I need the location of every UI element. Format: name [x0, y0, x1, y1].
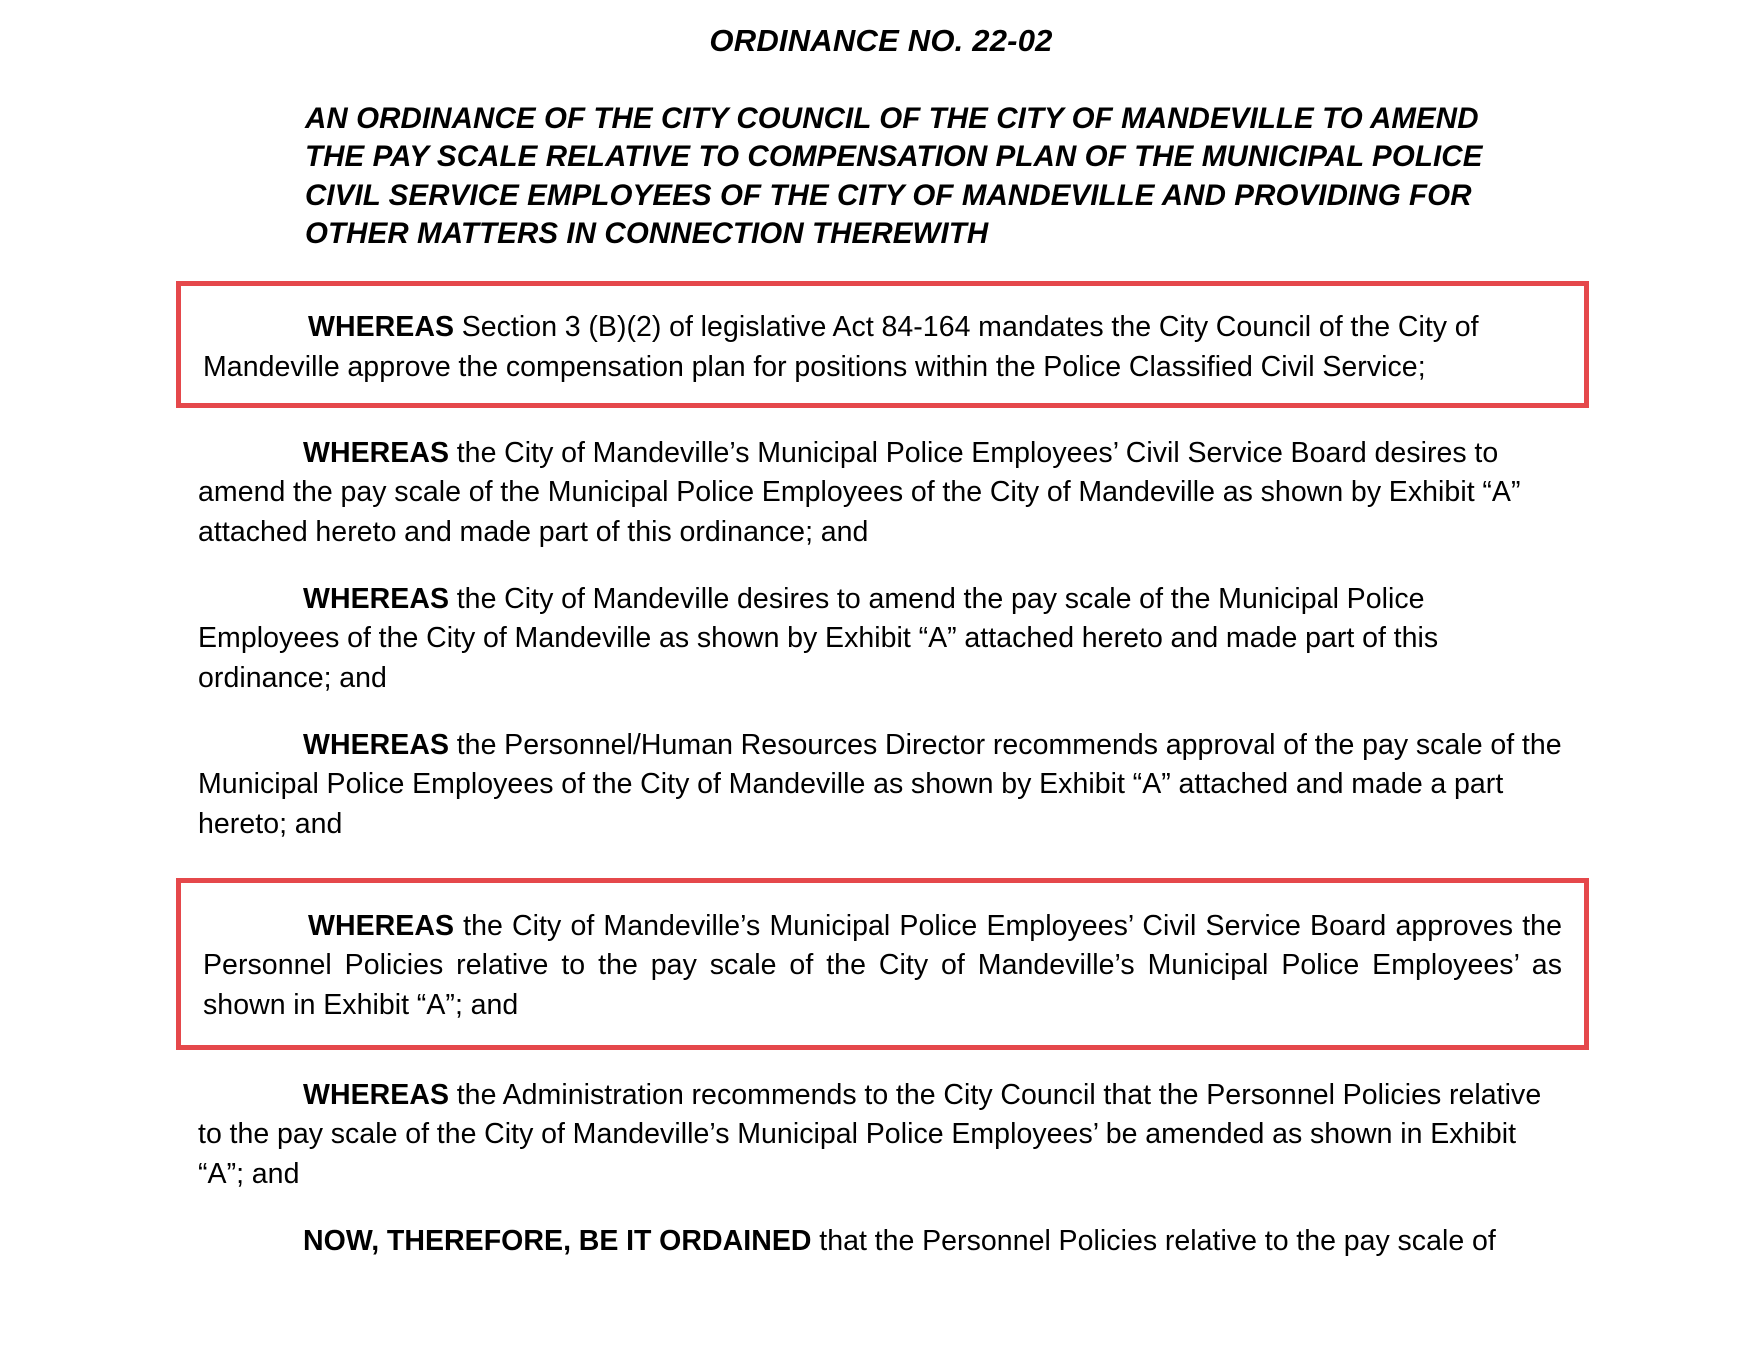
title-line-3: CIVIL SERVICE EMPLOYEES OF THE CITY OF MANDEVILLE AND PROVIDING FOR [305, 178, 1472, 212]
paragraph-lead-6: WHEREAS [303, 1079, 450, 1112]
paragraph-now-therefore [198, 1222, 1567, 1261]
ordinance-title-block [0, 100, 1762, 253]
paragraph-lead-3: WHEREAS [303, 583, 450, 616]
title-line-4: OTHER MATTERS IN CONNECTION THEREWITH [305, 217, 989, 251]
paragraph-whereas-5 [203, 907, 1562, 1025]
paragraph-lead-2: WHEREAS [303, 437, 450, 470]
paragraph-lead-7: NOW, THEREFORE, BE IT ORDAINED [303, 1225, 812, 1258]
paragraph-text-3: the City of Mandeville desires to amend the pay scale of the Municipal Police Employees of the City of Mandeville as shown by Exhibit “A” attached hereto and made part of this ordinance; and [198, 583, 1439, 694]
paragraph-whereas-3 [198, 580, 1567, 698]
paragraph-text-4: the Personnel/Human Resources Director recommends approval of the pay scale of the Municipal Police Employees of the City of Mandeville as shown by Exhibit “A” attached and made a part hereto; and [198, 729, 1562, 840]
title-line-2: THE PAY SCALE RELATIVE TO COMPENSATION PLAN OF THE MUNICIPAL POLICE [305, 140, 1483, 174]
title-line-1: AN ORDINANCE OF THE CITY COUNCIL OF THE CITY OF MANDEVILLE TO AMEND [305, 102, 1479, 136]
paragraph-text-1: Section 3 (B)(2) of legislative Act 84-164 mandates the City Council of the City of Mandeville approve the compensation plan for positions within the Police Classified Civil Service; [203, 311, 1479, 383]
paragraph-lead-5: WHEREAS [308, 910, 455, 943]
paragraph-lead-4: WHEREAS [303, 729, 450, 762]
paragraph-lead-1: WHEREAS [308, 311, 455, 344]
paragraph-text-2: the City of Mandeville’s Municipal Police Employees’ Civil Service Board desires to amend the pay scale of the Municipal Police Employees of the City of Mandeville as shown by Exhibit “A” attached hereto and made part of this ordinance; and [198, 437, 1521, 548]
paragraph-whereas-2 [198, 434, 1567, 552]
paragraph-text-6: the Administration recommends to the City Council that the Personnel Policies relative to the pay scale of the City of Mandeville’s Municipal Police Employees’ be amended as shown in Exhibit “A”; and [198, 1079, 1542, 1190]
paragraph-whereas-4 [198, 726, 1567, 844]
paragraph-whereas-6 [198, 1076, 1567, 1194]
highlight-box-1 [176, 281, 1589, 408]
highlight-box-2 [176, 878, 1589, 1050]
paragraph-text-7: that the Personnel Policies relative to the pay scale of [811, 1225, 1496, 1258]
ordinance-number-heading: ORDINANCE NO. 22-02 [709, 23, 1053, 58]
paragraph-text-5: the City of Mandeville’s Municipal Police Employees’ Civil Service Board approves the Personnel Policies relative to the pay scale of the City of Mandeville’s Municipal Police Employees’ as shown in Exhibit “A”; and [203, 910, 1562, 1021]
paragraph-whereas-1 [203, 308, 1562, 387]
document-body [0, 281, 1762, 1261]
